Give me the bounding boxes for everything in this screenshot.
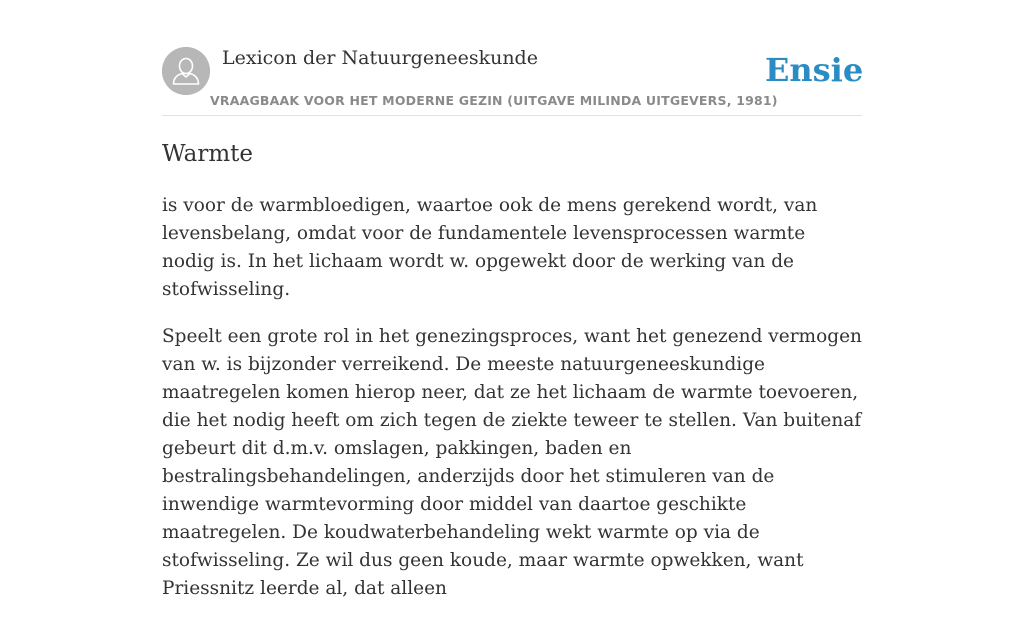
user-avatar-icon[interactable] bbox=[162, 47, 210, 95]
brand-logo[interactable]: Ensie bbox=[765, 51, 864, 89]
book-title[interactable]: Lexicon der Natuurgeneeskunde bbox=[222, 47, 538, 69]
page-container bbox=[162, 0, 864, 599]
entry-body bbox=[162, 192, 862, 622]
entry-paragraph: is voor de warmbloedigen, waartoe ook de mens gerekend wordt, van levensbelang, omdat voor de fundamentele levensprocessen warmte nodig is. In het lichaam wordt w. opgewekt door de werking van de stofwisseling. bbox=[162, 195, 818, 300]
entry-paragraph: Speelt een grote rol in het genezingsproces, want het genezend vermogen van w. is bijzonder verreikend. De meeste natuurgeneeskundige maatregelen komen hierop neer, dat ze het lichaam de warmte toevoeren, die het nodig heeft om zich tegen de ziekte teweer te stellen. Van buitenaf gebeurt dit d.m.v. omslagen, pakkingen, baden en bestralingsbehandelingen, anderzijds door het stimuleren van de inwendige warmtevorming door middel van daartoe geschikte maatregelen. De koudwaterbehandeling wekt warmte op via de stofwisseling. Ze wil dus geen koude, maar warmte opwekken, want Priessnitz leerde al, dat alleen bbox=[162, 326, 862, 599]
header-divider bbox=[162, 115, 862, 116]
person-icon bbox=[162, 47, 210, 95]
book-subtitle: VRAAGBAAK VOOR HET MODERNE GEZIN (UITGAVE MILINDA UITGEVERS, 1981) bbox=[210, 93, 778, 108]
entry-title: Warmte bbox=[162, 141, 254, 167]
